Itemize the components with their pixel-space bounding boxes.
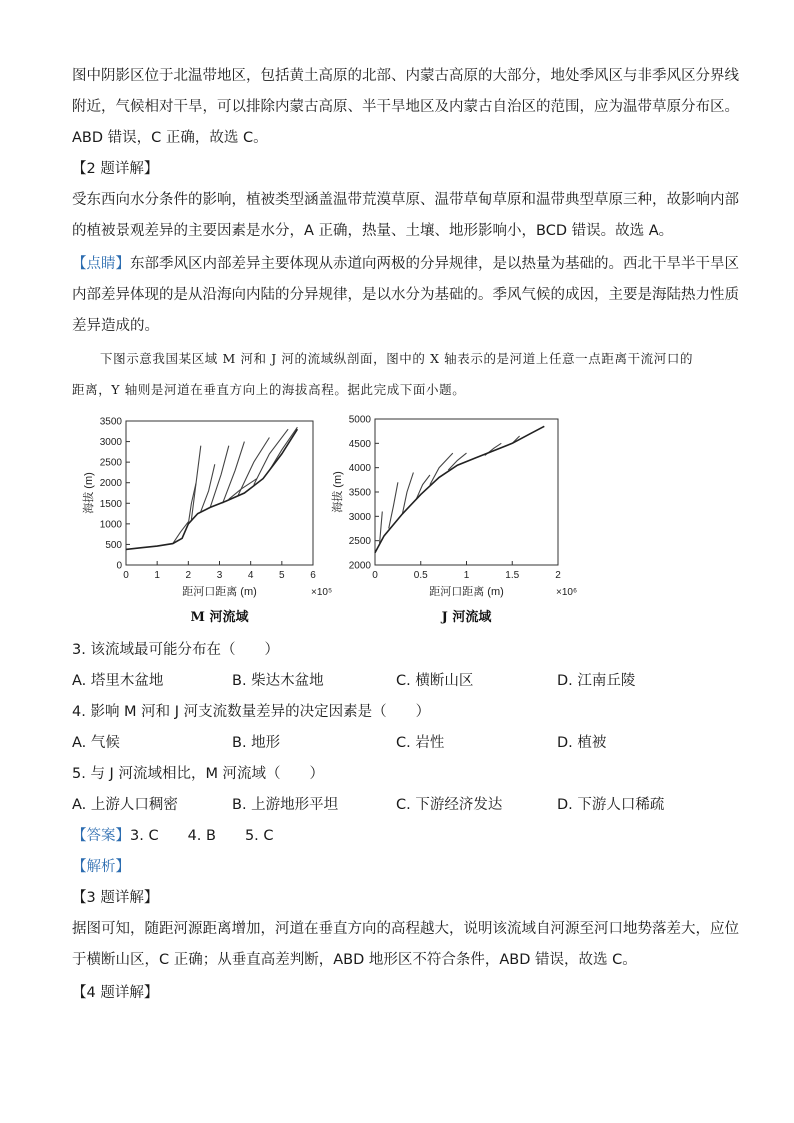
answer-text: 3. C 4. B 5. C xyxy=(130,828,274,844)
section-heading: 【3 题详解】 xyxy=(72,890,159,906)
river-profile-figure xyxy=(0,405,794,645)
x-tick-label: 0.5 xyxy=(413,570,428,581)
x-multiplier: ×10⁶ xyxy=(556,587,578,598)
question-stem: 5. 与 J 河流域相比，M 河流域（ ） xyxy=(72,766,325,782)
text-line: 内部差异体现的是从沿海向内陆的分异规律，是以水分为基础的。季风气候的成因，主要是海陆热力性质 xyxy=(72,287,739,303)
main-stream-line xyxy=(126,429,297,549)
y-tick-label: 1500 xyxy=(99,498,122,510)
x-tick-label: 1 xyxy=(154,570,160,581)
text-line: 于横断山区，C 正确；从垂直高差判断，ABD 地形区不符合条件，ABD 错误，故选 C。 xyxy=(72,952,637,968)
question-intro: 下图示意我国某区域 M 河和 J 河的流域纵剖面，图中的 X 轴表示的是河道上任意一点距离干流河口的 xyxy=(100,351,694,366)
y-tick-label: 2500 xyxy=(348,536,371,548)
text-line: ABD 错误，C 正确，故选 C。 xyxy=(72,130,268,146)
chart-title: J 河流域 xyxy=(441,610,492,625)
y-tick-label: 4500 xyxy=(348,438,371,450)
y-tick-label: 3500 xyxy=(348,487,371,499)
answer-label: 【答案】 xyxy=(72,828,130,844)
main-stream-line xyxy=(375,426,544,553)
y-tick-label: 0 xyxy=(116,560,122,572)
option-c[interactable]: C. 下游经济发达 xyxy=(396,797,503,813)
question-stem: 3. 该流域最可能分布在（ ） xyxy=(72,642,279,658)
text-line: 的植被景观差异的主要因素是水分，A 正确，热量、土壤、地形影响小，BCD 错误。故选 A。 xyxy=(72,223,674,239)
option-a[interactable]: A. 气候 xyxy=(72,735,120,751)
x-tick-label: 5 xyxy=(279,570,285,581)
y-tick-label: 3000 xyxy=(348,511,371,523)
tributary-line xyxy=(191,446,200,520)
x-tick-label: 1.5 xyxy=(505,570,520,581)
text-line: 据图可知，随距河源距离增加，河道在垂直方向的高程越大，说明该流域自河源至河口地势落差大，应位 xyxy=(72,921,739,937)
x-tick-label: 3 xyxy=(216,570,223,581)
y-tick-label: 3000 xyxy=(99,437,122,449)
option-d[interactable]: D. 植被 xyxy=(557,735,607,751)
x-tick-label: 6 xyxy=(310,570,316,581)
question-intro: 距离，Y 轴则是河道在垂直方向上的海拔高程。据此完成下面小题。 xyxy=(72,382,466,397)
x-tick-label: 0 xyxy=(372,570,378,581)
option-b[interactable]: B. 地形 xyxy=(232,735,281,751)
x-tick-label: 1 xyxy=(463,570,470,581)
answer-line xyxy=(72,826,274,846)
section-heading: 【4 题详解】 xyxy=(72,985,159,1001)
option-b[interactable]: B. 柴达木盆地 xyxy=(232,673,324,689)
text-line: 图中阴影区位于北温带地区，包括黄土高原的北部、内蒙古高原的大部分，地处季风区与非季风区分界线 xyxy=(72,68,739,84)
x-multiplier: ×10⁵ xyxy=(311,587,333,598)
y-tick-label: 5000 xyxy=(348,414,371,426)
y-tick-label: 2000 xyxy=(348,560,371,572)
x-tick-label: 4 xyxy=(247,570,254,581)
tributary-line xyxy=(201,464,215,511)
plot-frame xyxy=(126,421,313,565)
section-heading: 【2 题详解】 xyxy=(72,161,159,177)
y-tick-label: 2500 xyxy=(99,457,122,469)
x-axis-label: 距河口距离 (m) xyxy=(182,586,257,598)
j-river-chart xyxy=(330,415,577,626)
tip-text: 东部季风区内部差异主要体现从赤道向两极的分异规律，是以热量为基础的。西北干旱半干旱区 xyxy=(130,256,739,272)
option-d[interactable]: D. 江南丘陵 xyxy=(557,673,636,689)
tributary-line xyxy=(210,446,229,508)
x-tick-label: 2 xyxy=(555,570,561,581)
analysis-label: 【解析】 xyxy=(72,859,130,875)
tributary-line xyxy=(254,429,288,485)
x-tick-label: 2 xyxy=(185,570,192,581)
plot-frame xyxy=(375,419,558,565)
tip-line xyxy=(72,254,739,274)
option-a[interactable]: A. 塔里木盆地 xyxy=(72,673,164,689)
x-tick-label: 0 xyxy=(123,570,129,581)
tip-label: 【点睛】 xyxy=(72,256,130,272)
option-c[interactable]: C. 横断山区 xyxy=(396,673,474,689)
question-stem: 4. 影响 M 河和 J 河支流数量差异的决定因素是（ ） xyxy=(72,704,431,720)
y-tick-label: 4000 xyxy=(348,463,371,475)
tributary-line xyxy=(173,522,189,544)
chart-title: M 河流域 xyxy=(190,610,249,625)
text-line: 附近，气候相对干旱，可以排除内蒙古高原、半干旱地区及内蒙古自治区的范围，应为温带草原分布区。 xyxy=(72,99,739,115)
option-b[interactable]: B. 上游地形平坦 xyxy=(232,797,339,813)
y-tick-label: 3500 xyxy=(99,416,122,428)
x-axis-label: 距河口距离 (m) xyxy=(429,586,504,598)
y-tick-label: 1000 xyxy=(99,519,122,531)
y-tick-label: 2000 xyxy=(99,478,122,490)
option-a[interactable]: A. 上游人口稠密 xyxy=(72,797,178,813)
text-line: 受东西向水分条件的影响，植被类型涵盖温带荒漠草原、温带草甸草原和温带典型草原三种，故影响内部 xyxy=(72,192,739,208)
option-d[interactable]: D. 下游人口稀疏 xyxy=(557,797,665,813)
y-axis-label: 海拔 (m) xyxy=(332,471,344,513)
tributary-line xyxy=(229,479,257,500)
option-c[interactable]: C. 岩性 xyxy=(396,735,445,751)
m-river-chart xyxy=(81,417,332,626)
text-line: 差异造成的。 xyxy=(72,318,159,334)
y-axis-label: 海拔 (m) xyxy=(83,472,95,514)
y-tick-label: 500 xyxy=(105,539,122,551)
